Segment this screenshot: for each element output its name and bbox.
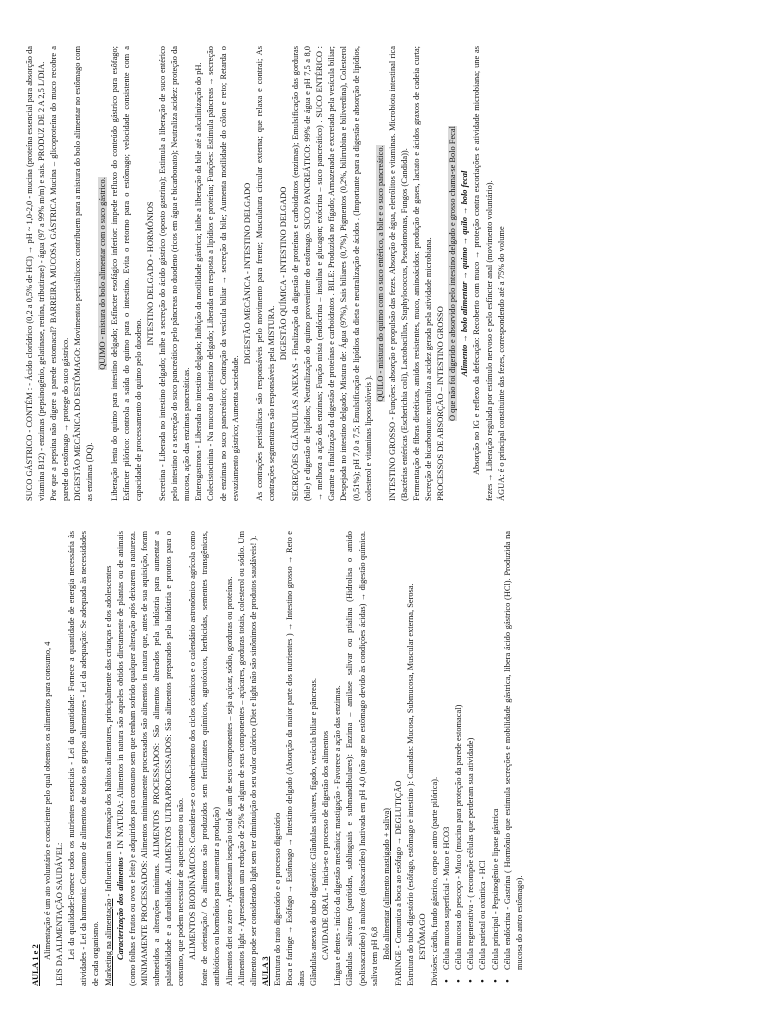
caracterizacao-label: Caracterização dos alimentos bbox=[115, 857, 125, 960]
list-item: • Célula parietal ou oxíntica - HCl bbox=[477, 531, 489, 970]
list-item: • Célula endócrina - Gastrina ( Hormônio que estimula secreções e mobilidade gástrica, libera ácido gástrico (HCl). Produzida na mucosa do antro estômago). bbox=[502, 531, 526, 970]
boca-paragraph: Boca e faringe → Esôfago → Estômago → Intestino delgado (Absorção da maior parte dos nutrientes ) → Intestino grosso → Reto e ânus bbox=[284, 531, 307, 986]
contracoes-paragraph: As contrações peristálticas são responsáveis pelo movimento para frente; Musculatura circular externa; que relaxa e contrai; As contrações segmentares são responsáveis pela MISTURA. bbox=[254, 46, 276, 501]
caracterizacao-paragraph bbox=[115, 531, 188, 986]
celulas-list bbox=[441, 531, 526, 986]
list-item: • Célula mucosa superficial - Muco e HCO3 bbox=[441, 531, 453, 970]
agua-paragraph: ÁGUA: é o principal constituinte das fezes, correspondendo até a 75% do volume bbox=[496, 226, 506, 501]
secrecoes-paragraph: SECREÇÕES GLÂNDULAS ANEXAS - Finalização da digestão de proteínas e carboidratos (enzimas); Emulsificação das gorduras (bile) e digestão de lipídios; Neutralização do quimo proveniente do estômago. SUCO PANCREÁTICO: 99% de água e pH 7,5 a 8,0 → melhora a ação das enzimas; Função mista (endócrina – insulina e glucagon; exócrina – suco pancreático) . SUCO ENTÉRICO : Garante a finalização da digestão de proteínas e carboidratos . BILE: Produzida no fígado; Armazenada e excretada pela vesícula biliar; Despejada no intestino delgado; Mistura de: Água (97%), Sais biliares (0,7%), Pigmentos (0,2%, bilirrubina e biliverdina), Colesterol (0,51%); pH 7,0 a 7,5; Emulsificação de lipídios da dieta e neutralização de ácidos . (Importante para a digestão e absorção de lipídios, colesterol e vitaminas lipossolúveis ). bbox=[291, 46, 373, 501]
aula-1-2-heading: AULA 1 e 2 bbox=[31, 944, 40, 986]
absorcao-paragraph: Absorção no IG e reflexo da defecação: Recoberto com muco → proteção contra escoriações e atividade microbiana; une as fezes → Liberação regulada por estímulo nervoso e pelo esfíncter anal (movimento voluntário). bbox=[472, 46, 494, 501]
light-paragraph: Alimentos light - Apresentam uma redução de 25% de algum de seus componentes – açúcares, gorduras totais, colesterol ou sódio. Um alimento pode ser considerado light sem ter diminuição do seu valor calórico (Diet e light não são sinônimos de produtos saudáveis! ). bbox=[236, 531, 258, 986]
divisoes-paragraph: Divisões: cárdia, fundo gástrico, corpo e antro (parte pilórica). bbox=[430, 776, 440, 986]
right-column bbox=[24, 46, 508, 501]
intestino-hormonios-title: INTESTINO DELGADO - HORMÔNIOS bbox=[145, 201, 155, 346]
biodinamicos-paragraph: ALIMENTOS BIODINÂMICOS: Considera-se o conhecimento dos ciclos cósmicos e o calendário astronômico agrícola como fonte de orientação./ Os alimentos são produzidos sem fertilizantes químicos, agrotóxicos, herbicidas, sementes transgênicas, antibióticos ou hormônios para aumentar a produção) bbox=[188, 531, 222, 986]
intestino-grosso-paragraph: INTESTINO GROSSO - Funções: absorção e propulsão das fezes. Absorção de água, eletrólitos e vitaminas. Microbiota intestinal rica (Bactérias entéricas (Escherichia coli), Lactobacillus, Staphylococcus, Pseudomonas, Fungos (Candida)). bbox=[387, 46, 409, 501]
secretina-paragraph: Secretina - Liberada no intestino delgado; Inibe a secreção do ácido gástrico (oposto gastrina); Estimula a liberação de suco entérico pelo intestino e a secreção do suco pancreático pelo pâncreas no duodeno (ricos em água e bicarbonato); Neutraliza acidez: proteção da mucosa, ação das enzimas pancreáticas. bbox=[158, 46, 192, 501]
liberacao-paragraph: Liberação lenta do quimo para intestino delgado; Esfíncter esofágico inferior: impede refluxo do conteúdo gástrico para esôfago; Esfíncter pilórico: controla a saída do quimo para o intestino. Evita o retorno para o estômago; velocidade consistente com a capacidade de processamento do quimo pelo duodeno. bbox=[109, 46, 143, 501]
diet-paragraph: Alimentos diet ou zero - Apresentam isenção total de um de seus componentes – seja açúcar, sódio, gorduras ou proteínas. bbox=[224, 576, 234, 986]
suco-gastrico-paragraph: SUCO GÁSTRICO - CONTÉM : - Ácido clorídrico (0,2 a 0,5% de HCl) → pH ~ 1,0-2,0 - mucina (proteína essencial para absorção da vitamina B12) - enzimas (pepsinogênio, gelatinase, renina, tributirase) - água (97 a 99% m/m) e sais. PRODUZ DE 2 A 2,5 L/DIA. bbox=[25, 46, 47, 501]
glandulas-paragraph: Glândulas anexas do tubo digestório: Glândulas salivares, fígado, vesícula biliar e pâncreas. bbox=[309, 678, 319, 986]
bolo-alimentar-text: Bolo alimentar (alimento mastigado + saliva) bbox=[381, 808, 391, 960]
leis-paragraph: Lei da qualidade:Fornece todos os nutrientes essenciais - Lei da quantidade: Fornece a quantidade de energia necessária às atividades - Lei da harmonia: Consumo de alimentos de todos os grupos alimentares - Lei da adequação: Se adequada às necessidades de cada organismo. bbox=[67, 531, 101, 986]
colecistocinina-paragraph: Colecistocinina - Na mucosa do intestino delgado; Liberada em resposta a lipídios e proteína; Funções: Estimula pâncreas → secreção de enzimas no suco pancreático; Contração da vesícula biliar → secreção da bile; Aumenta motilidade do cólon e reto; Retarda o esvaziamento gástrico; Aumenta saciedade. bbox=[206, 46, 240, 501]
estrutura-paragraph: Estrutura do trato digestório e o processo digestório bbox=[272, 812, 282, 986]
faringe-paragraph: FARINGE - Comunica a boca ao esôfago → DEGLUTIÇÃO bbox=[393, 780, 403, 986]
leis-title: LEIS DA ALIMENTAÇÃO SAUDÁVEL: bbox=[55, 842, 65, 986]
salivares-paragraph: Glândulas salivares (parótidas, sublinguais e submandibulares): Enzima – amilase salivar ou ptialina (Hidrolisa o amido (polissacarídeo) à maltose (dissacarídeo) Inativada em pH 4,0 (não age no estômago devido às condições ácidas) → digestão química. saliva tem pH 6,8 bbox=[345, 531, 379, 986]
bolo-alimentar-line bbox=[381, 531, 393, 986]
marketing-paragraph bbox=[103, 531, 115, 986]
bolo-fecal-highlight: O que não foi digerido e absorvido pelo intestino delgado e grosso chama-se Bolo Fecal bbox=[448, 126, 458, 421]
quimo-line bbox=[97, 46, 109, 501]
enterogastrona-paragraph: Enterogastrona - Liberada no intestino delgado; Inibição da motilidade gástrica; Inibe a liberação da bile até a alcalinização do pH. bbox=[194, 62, 204, 501]
fermentacao-paragraph: Fermentação de fibras dietéticas, amidos resistentes, muco, aminoácidos: produção de gases, lactato e ácidos graxos de cadeia curta; Secreção de bicarbonato: neutraliza a acidez gerada pela atividade microbiana. bbox=[412, 46, 434, 501]
processos-absorcao-title: PROCESSOS DE ABSORÇÃO – INTESTINO GROSSO bbox=[436, 306, 446, 501]
list-item: • Célula principal - Pepsinogênio e lipase gástrica bbox=[490, 531, 502, 970]
lingua-paragraph: Língua e dentes - início da digestão mecânica; mastigação - Favorece a ação das enzimas. bbox=[333, 685, 343, 986]
cavidade-oral-title: CAVIDADE ORAL - Inicia-se o processo de digestão dos alimentos bbox=[321, 730, 331, 960]
marketing-label: Marketing na alimentação bbox=[103, 898, 113, 986]
quilo-line bbox=[375, 46, 387, 501]
bolo-fecal-line bbox=[447, 46, 459, 501]
estomago-title: ESTÔMAGO bbox=[418, 913, 427, 960]
quilo-highlight: QUILO - mistura do quimo com o suco entérico, a bile e o suco pancreático. bbox=[375, 145, 385, 402]
pepsina-paragraph: Por que a pepsina não digere a parede estomacal? BARREIRA MUCOSA GÁSTRICA Mucina – glicoproteína do muco recobre a parede do estômago → protege do suco gástrico. bbox=[49, 46, 71, 501]
quimo-highlight: QUIMO - mistura do bolo alimentar com o suco gástrico. bbox=[97, 177, 107, 370]
digestao-mecanica-intestino-title: DIGESTÃO MECÂNICA - INTESTINO DELGADO bbox=[242, 182, 252, 365]
aula-3-heading: AULA 3 bbox=[260, 956, 270, 986]
caracterizacao-text: - IN NATURA: Alimentos in natura são aqueles obtidos diretamente de plantas ou de animais (como folhas e frutos ou ovos e leite) e adquiridos para consumo sem que tenham sofrido qualquer alteração após deixarem a natureza. MINIMAMENTE PROCESSADOS: Alimentos minimamente processados são alimentos in natura que, antes de sua aquisição, foram submetidos a alterações mínimas. ALIMENTOS PROCESSADOS: São alimentos alterados pela indústria para aumentar a palatabilidade e a durabilidade. ALIMENTOS ULTRAPROCESSADOS: São alimentos preparados pela indústria e prontos para o consumo, que podem necessitar de aquecimento ou não. bbox=[115, 531, 186, 986]
alimentacao-paragraph: Alimentação é um ato voluntário e consciente pelo qual obtemos os alimentos para consumo, 4 bbox=[43, 641, 53, 960]
list-item: • Célula mucosa do pescoço - Muco (mucina para proteção da parede estomacal) bbox=[453, 531, 465, 970]
digestao-quimica-intestino-title: DIGESTÃO QUÍMICA - INTESTINO DELGADO bbox=[278, 186, 288, 361]
marketing-text: - Influenciam na formação dos hábitos alimentares, principalmente das crianças e dos adolescentes bbox=[103, 565, 113, 899]
list-item: • Célula regenerativa - ( recompõe células que perderam sua atividade) bbox=[465, 531, 477, 970]
estrutura-tubo-paragraph: Estrutura do tubo digestório (esôfago, estômago e intestino ): Camadas: Mucosa, Submucosa, Muscular externa, Serosa. bbox=[405, 583, 415, 986]
sequence-line: Alimento → bolo alimentar → quimo → quilo → bolo fecal bbox=[460, 170, 470, 377]
left-column bbox=[30, 531, 526, 986]
digestao-mecanica-estomago-paragraph: DIGESTÃO MECÂNICA DO ESTÔMAGO: Movimentos peristálticos: contribuem para a mistura do bolo alimentar no estômago com as enzimas (DQ). bbox=[73, 46, 95, 501]
